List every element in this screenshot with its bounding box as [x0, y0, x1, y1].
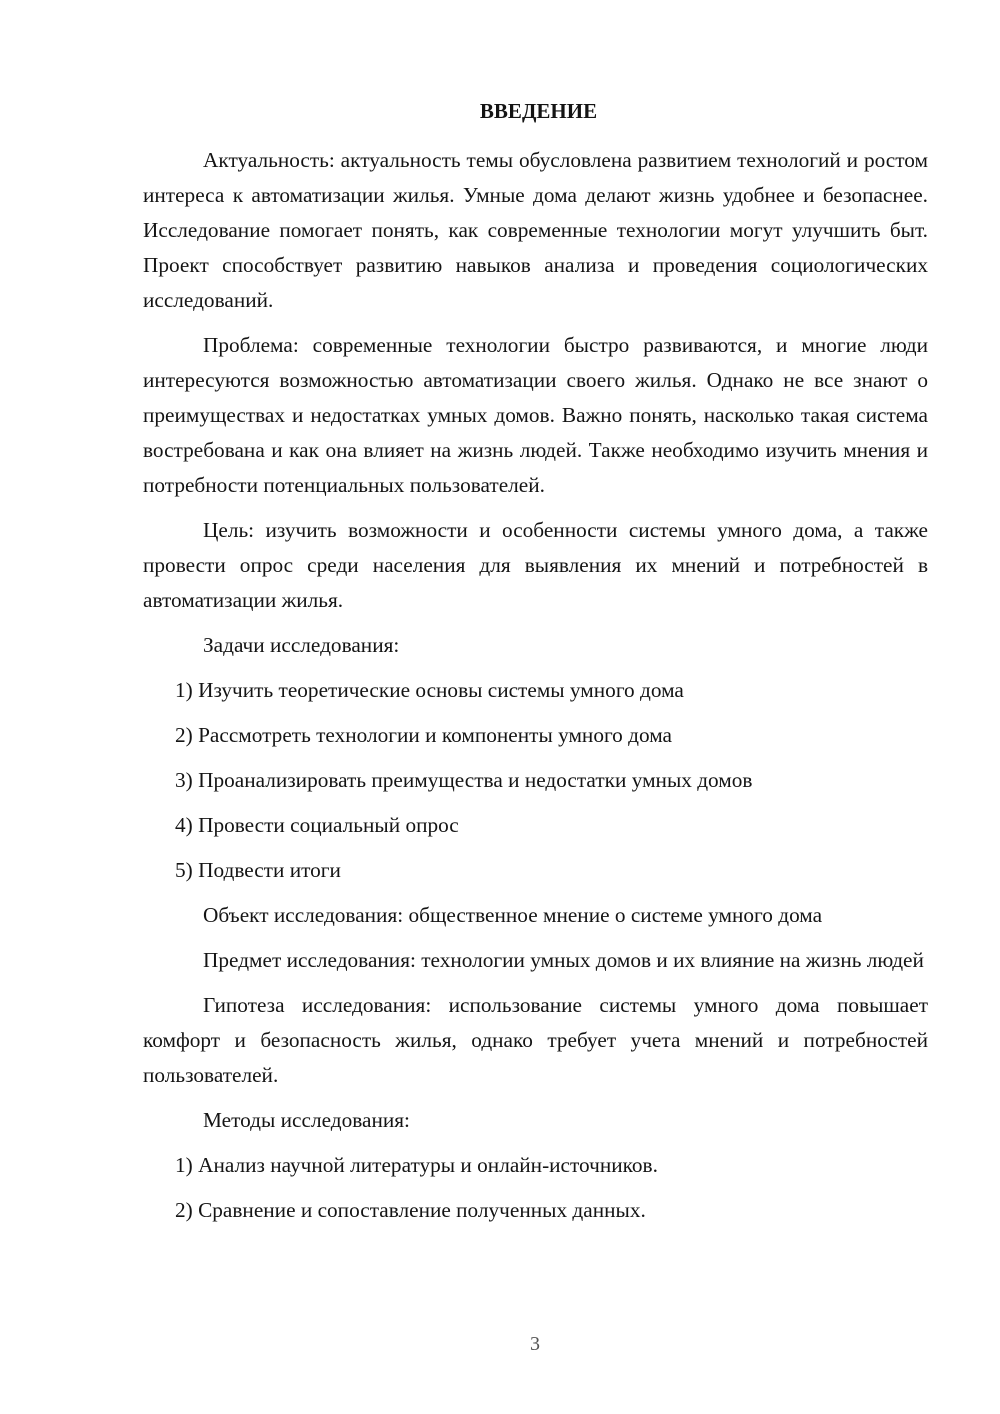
- task-item: 1) Изучить теоретические основы системы умного дома: [175, 678, 684, 702]
- page-title: ВВЕДЕНИЕ: [479, 99, 598, 123]
- paragraph-problem: Проблема: современные технологии быстро развиваются, и многие люди интересуются возможностью автоматизации своего жилья. Однако не все знают о преимуществах и недостатках умных домов. Важно понять, насколько такая система востребована и как она влияет на жизнь людей. Также необходимо изучить мнения и потребности потенциальных пользователей.: [143, 333, 928, 497]
- paragraph-hypothesis: Гипотеза исследования: использование системы умного дома повышает комфорт и безопасность жилья, однако требует учета мнений и потребностей пользователей.: [143, 993, 928, 1087]
- task-item: 5) Подвести итоги: [175, 858, 341, 882]
- page-number: 3: [530, 1333, 540, 1355]
- paragraph-goal: Цель: изучить возможности и особенности системы умного дома, а также провести опрос среди населения для выявления их мнений и потребностей в автоматизации жилья.: [143, 518, 928, 612]
- method-item: 2) Сравнение и сопоставление полученных данных.: [175, 1198, 646, 1222]
- task-item: 4) Провести социальный опрос: [175, 813, 459, 837]
- methods-heading: Методы исследования:: [203, 1108, 410, 1132]
- paragraph-object: Объект исследования: общественное мнение о системе умного дома: [203, 903, 823, 927]
- task-item: 2) Рассмотреть технологии и компоненты умного дома: [175, 723, 673, 747]
- task-item: 3) Проанализировать преимущества и недостатки умных домов: [175, 768, 753, 792]
- method-item: 1) Анализ научной литературы и онлайн-источников.: [175, 1153, 658, 1177]
- document-page: [143, 96, 928, 1238]
- paragraph-relevance: Актуальность: актуальность темы обусловлена развитием технологий и ростом интереса к автоматизации жилья. Умные дома делают жизнь удобнее и безопаснее. Исследование помогает понять, как современные технологии могут улучшить быт. Проект способствует развитию навыков анализа и проведения социологических исследований.: [143, 148, 928, 312]
- tasks-heading: Задачи исследования:: [203, 633, 400, 657]
- paragraph-subject: Предмет исследования: технологии умных домов и их влияние на жизнь людей: [203, 948, 924, 972]
